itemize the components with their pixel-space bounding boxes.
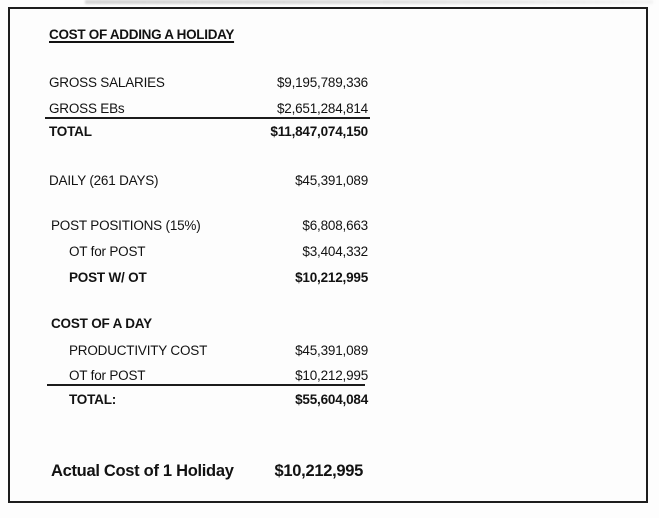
row-value: $3,404,332 bbox=[302, 244, 368, 259]
summary-row bbox=[0, 460, 659, 482]
table-row bbox=[0, 367, 659, 385]
row-label: GROSS SALARIES bbox=[49, 75, 165, 90]
row-value: $9,195,789,336 bbox=[276, 75, 368, 90]
table-row bbox=[0, 391, 659, 409]
row-label: OT for POST bbox=[69, 244, 146, 259]
row-label: OT for POST bbox=[69, 368, 146, 383]
table-row bbox=[0, 217, 659, 235]
row-value: $6,808,663 bbox=[302, 218, 368, 233]
summary-value: $10,212,995 bbox=[274, 462, 363, 480]
row-label: TOTAL: bbox=[69, 392, 117, 407]
table-row bbox=[0, 123, 659, 141]
table-row bbox=[0, 74, 659, 92]
section-header-label: COST OF A DAY bbox=[51, 316, 152, 331]
section-header-row bbox=[0, 315, 659, 333]
table-row bbox=[0, 100, 659, 118]
row-label: POST W/ OT bbox=[69, 270, 147, 285]
row-value: $2,651,284,814 bbox=[276, 101, 368, 116]
scan-artifact bbox=[85, 0, 653, 4]
row-label: GROSS EBs bbox=[49, 101, 125, 116]
row-label: PRODUCTIVITY COST bbox=[69, 343, 208, 358]
row-value: $10,212,995 bbox=[295, 270, 368, 285]
row-value: $10,212,995 bbox=[295, 368, 368, 383]
summary-label: Actual Cost of 1 Holiday bbox=[51, 462, 234, 480]
table-row bbox=[0, 342, 659, 360]
table-row bbox=[0, 172, 659, 190]
page-title: COST OF ADDING A HOLIDAY bbox=[49, 27, 235, 42]
row-label: POST POSITIONS (15%) bbox=[51, 218, 201, 233]
row-value: $11,847,074,150 bbox=[270, 124, 368, 139]
row-value: $55,604,084 bbox=[295, 392, 368, 407]
row-value: $45,391,089 bbox=[295, 173, 368, 188]
table-row bbox=[0, 269, 659, 287]
sum-rule-line bbox=[45, 117, 370, 119]
row-label: TOTAL bbox=[49, 124, 92, 139]
sum-rule-line bbox=[47, 384, 365, 386]
row-label: DAILY (261 DAYS) bbox=[49, 173, 159, 188]
table-row bbox=[0, 243, 659, 261]
row-value: $45,391,089 bbox=[295, 343, 368, 358]
